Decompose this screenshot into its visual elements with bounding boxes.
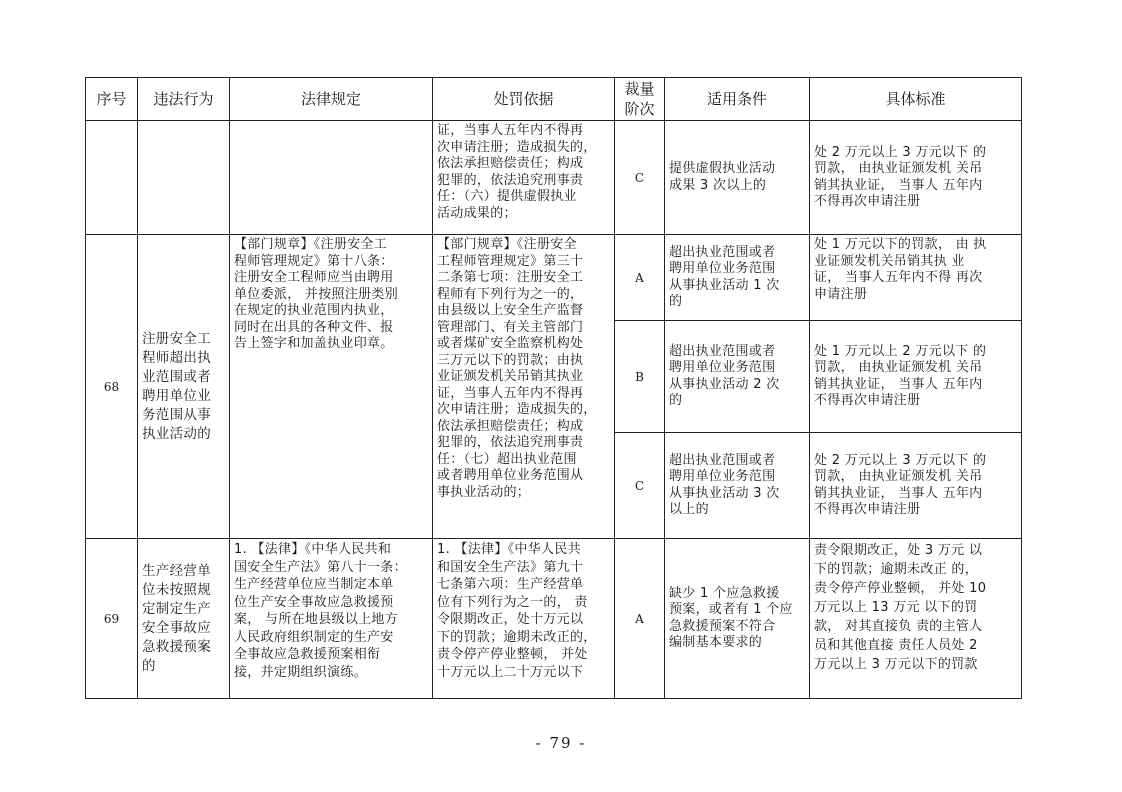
cell-behavior-empty bbox=[138, 121, 230, 235]
table-row-68-a bbox=[86, 235, 1022, 321]
cell-condition: 超出执业范围或者 聘用单位业务范围 从事执业活动 3 次 以上的 bbox=[665, 433, 810, 539]
cell-condition: 缺少 1 个应急救援 预案，或者有 1 个应 急救援预案不符合 编制基本要求的 bbox=[665, 539, 810, 699]
cell-level: B bbox=[615, 321, 665, 433]
cell-basis: 1. 【法律】《中华人民共 和国安全生产法》第九十 七条第六项：生产经营单 位有下列行为之一的， 责 令限期改正，处十万元以 下的罚款；逾期未改正的， 责令停产停业整顿， 并处 十万元以上二十万元以下 bbox=[433, 539, 615, 699]
cell-seq: 69 bbox=[86, 539, 138, 699]
cell-standard: 处 1 万元以下的罚款， 由 执 业证颁发机关吊销其执 业 证， 当事人五年内不得 再次 申请注册 bbox=[810, 235, 1022, 321]
header-law: 法律规定 bbox=[230, 78, 433, 121]
cell-behavior: 生产经营单 位未按照规 定制定生产 安全事故应 急救援预案 的 bbox=[138, 539, 230, 699]
cell-basis: 证，当事人五年内不得再 次申请注册；造成损失的， 依法承担赔偿责任；构成 犯罪的，依法追究刑事责 任：（六）提供虚假执业 活动成果的； bbox=[433, 121, 615, 235]
table-row-continued bbox=[86, 121, 1022, 235]
header-level: 裁量 阶次 bbox=[615, 78, 665, 121]
cell-condition: 提供虚假执业活动 成果 3 次以上的 bbox=[665, 121, 810, 235]
penalty-table bbox=[85, 77, 1022, 699]
cell-standard: 责令限期改正，处 3 万元 以 下的罚款；逾期未改正 的， 责令停产停业整顿， 并处 10 万元以上 13 万元 以下的罚 款， 对其直接负 责的主管人 员和其他直接 责任人员处 2 万元以上 3 万元以下的罚款 bbox=[810, 539, 1022, 699]
header-basis: 处罚依据 bbox=[433, 78, 615, 121]
page-number: - 79 - bbox=[535, 734, 587, 752]
header-condition: 适用条件 bbox=[665, 78, 810, 121]
cell-level: A bbox=[615, 235, 665, 321]
cell-level: C bbox=[615, 433, 665, 539]
cell-level: A bbox=[615, 539, 665, 699]
cell-basis: 【部门规章】《注册安全 工程师管理规定》第三十 二条第七项：注册安全工 程师有下列行为之一的， 由县级以上安全生产监督 管理部门、有关主管部门 或者煤矿安全监察机构处 三万元以下的罚款；由执 业证颁发机关吊销其执业 证，当事人五年内不得再 次申请注册；造成损失的， 依法承担赔偿责任；构成 犯罪的，依法追究刑事责 任：（七）超出执业范围 或者聘用单位业务范围从 事执业活动的； bbox=[433, 235, 615, 539]
cell-standard: 处 1 万元以上 2 万元以下 的 罚款， 由执业证颁发机 关吊 销其执业证， 当事人 五年内 不得再次申请注册 bbox=[810, 321, 1022, 433]
cell-behavior: 注册安全工 程师超出执 业范围或者 聘用单位业 务范围从事 执业活动的 bbox=[138, 235, 230, 539]
cell-law: 【部门规章】《注册安全工 程师管理规定》第十八条： 注册安全工程师应当由聘用 单位委派， 并按照注册类别 在规定的执业范围内执业， 同时在出具的各种文件、报 告上签字和加盖执业印章。 bbox=[230, 235, 433, 539]
cell-level: C bbox=[615, 121, 665, 235]
header-seq: 序号 bbox=[86, 78, 138, 121]
table-row-69 bbox=[86, 539, 1022, 699]
cell-law: 1. 【法律】《中华人民共和 国安全生产法》第八十一条： 生产经营单位应当制定本单 位生产安全事故应急救援预 案， 与所在地县级以上地方 人民政府组织制定的生产安 全事故应急救援预案相衔 接，并定期组织演练。 bbox=[230, 539, 433, 699]
cell-condition: 超出执业范围或者 聘用单位业务范围 从事执业活动 2 次 的 bbox=[665, 321, 810, 433]
cell-standard: 处 2 万元以上 3 万元以下 的 罚款， 由执业证颁发机 关吊 销其执业证， 当事人 五年内 不得再次申请注册 bbox=[810, 121, 1022, 235]
header-standard: 具体标准 bbox=[810, 78, 1022, 121]
cell-law-empty bbox=[230, 121, 433, 235]
cell-condition: 超出执业范围或者 聘用单位业务范围 从事执业活动 1 次 的 bbox=[665, 235, 810, 321]
header-row bbox=[86, 78, 1022, 121]
cell-seq-empty bbox=[86, 121, 138, 235]
header-behavior: 违法行为 bbox=[138, 78, 230, 121]
cell-seq: 68 bbox=[86, 235, 138, 539]
cell-standard: 处 2 万元以上 3 万元以下 的 罚款， 由执业证颁发机 关吊 销其执业证， 当事人 五年内 不得再次申请注册 bbox=[810, 433, 1022, 539]
